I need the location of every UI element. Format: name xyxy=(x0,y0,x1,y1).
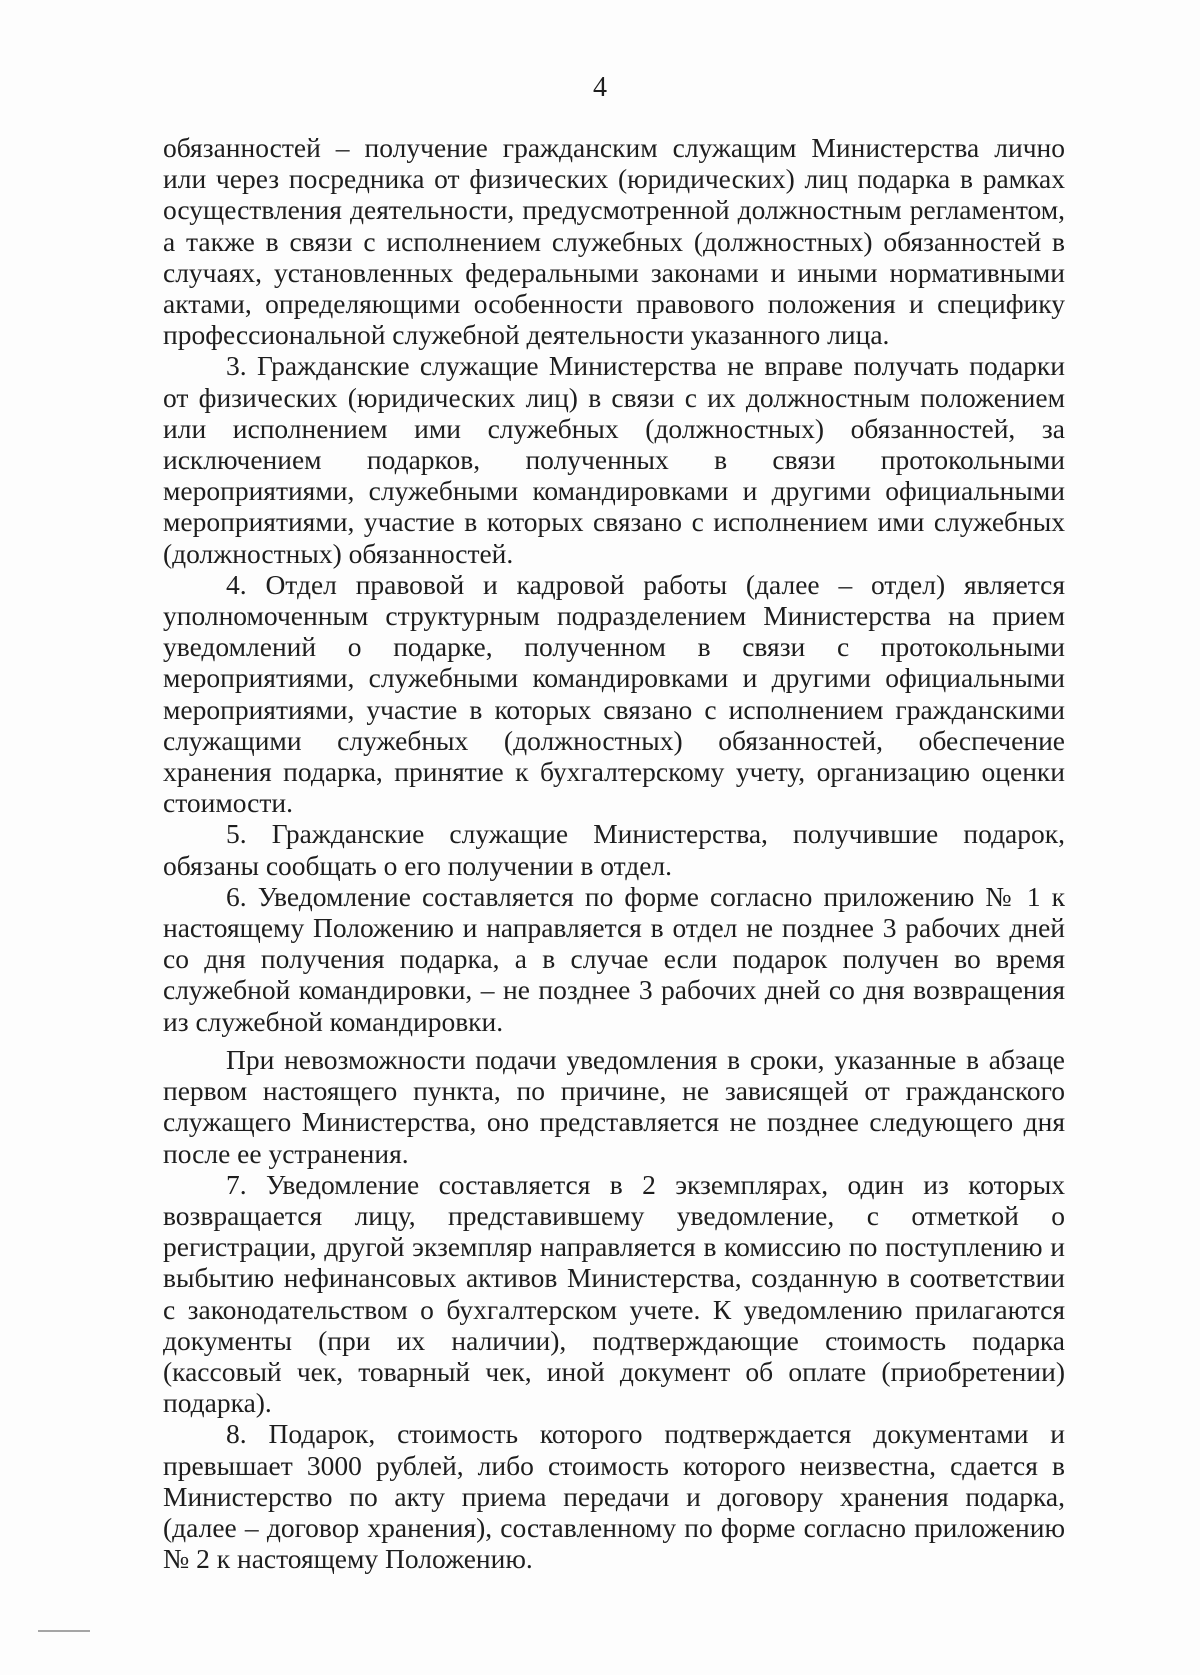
paragraph-item-6: 6. Уведомление составляется по форме согласно приложению № 1 к настоящему Положению и направляется в отдел не позднее 3 рабочих дней со дня получения подарка, а в случае если подарок получен во время служебной командировки, – не позднее 3 рабочих дней со дня возвращения из служебной командировки. xyxy=(163,880,1065,1037)
paragraph-item-3: 3. Гражданские служащие Министерства не вправе получать подарки от физических (юридических лиц) в связи с их должностным положением или исполнением ими служебных (должностных) обязанностей, за исключением подарков, полученных в связи протокольными мероприятиями, служебными командировками и другими официальными мероприятиями, участие в которых связано с исполнением ими служебных (должностных) обязанностей. xyxy=(163,350,1065,569)
paragraph-item-4: 4. Отдел правовой и кадровой работы (далее – отдел) является уполномоченным структурным подразделением Министерства на прием уведомлений о подарке, полученном в связи с протокольными мероприятиями, служебными командировками и другими официальными мероприятиями, участие в которых связано с исполнением гражданскими служащими служебных (должностных) обязанностей, обеспечение хранения подарка, принятие к бухгалтерскому учету, организацию оценки стоимости. xyxy=(163,568,1065,819)
paragraph-item-7: 7. Уведомление составляется в 2 экземплярах, один из которых возвращается лицу, представившему уведомление, с отметкой о регистрации, другой экземпляр направляется в комиссию по поступлению и выбытию нефинансовых активов Министерства, созданную в соответствии с законодательством о бухгалтерском учете. К уведомлению прилагаются документы (при их наличии), подтверждающие стоимость подарка (кассовый чек, товарный чек, иной документ об оплате (приобретении) подарка). xyxy=(163,1168,1065,1419)
scan-artifact-mark xyxy=(38,1630,90,1632)
document-body xyxy=(163,132,1065,1574)
paragraph-item-8: 8. Подарок, стоимость которого подтверждается документами и превышает 3000 рублей, либо стоимость которого неизвестна, сдается в Министерство по акту приема передачи и договору хранения подарка, (далее – договор хранения), составленному по форме согласно приложению № 2 к настоящему Положению. xyxy=(163,1418,1065,1575)
page-number: 4 xyxy=(593,72,607,103)
paragraph-item-5: 5. Гражданские служащие Министерства, получившие подарок, обязаны сообщать о его получении в отдел. xyxy=(163,818,1065,881)
paragraph-item-6-second: При невозможности подачи уведомления в сроки, указанные в абзаце первом настоящего пункта, по причине, не зависящей от гражданского служащего Министерства, оно представляется не позднее следующего дня после ее устранения. xyxy=(163,1043,1065,1169)
paragraph-continuation: обязанностей – получение гражданским служащим Министерства лично или через посредника от физических (юридических) лиц подарка в рамках осуществления деятельности, предусмотренной должностным регламентом, а также в связи с исполнением служебных (должностных) обязанностей в случаях, установленных федеральными законами и иными нормативными актами, определяющими особенности правового положения и специфику профессиональной служебной деятельности указанного лица. xyxy=(163,132,1065,351)
